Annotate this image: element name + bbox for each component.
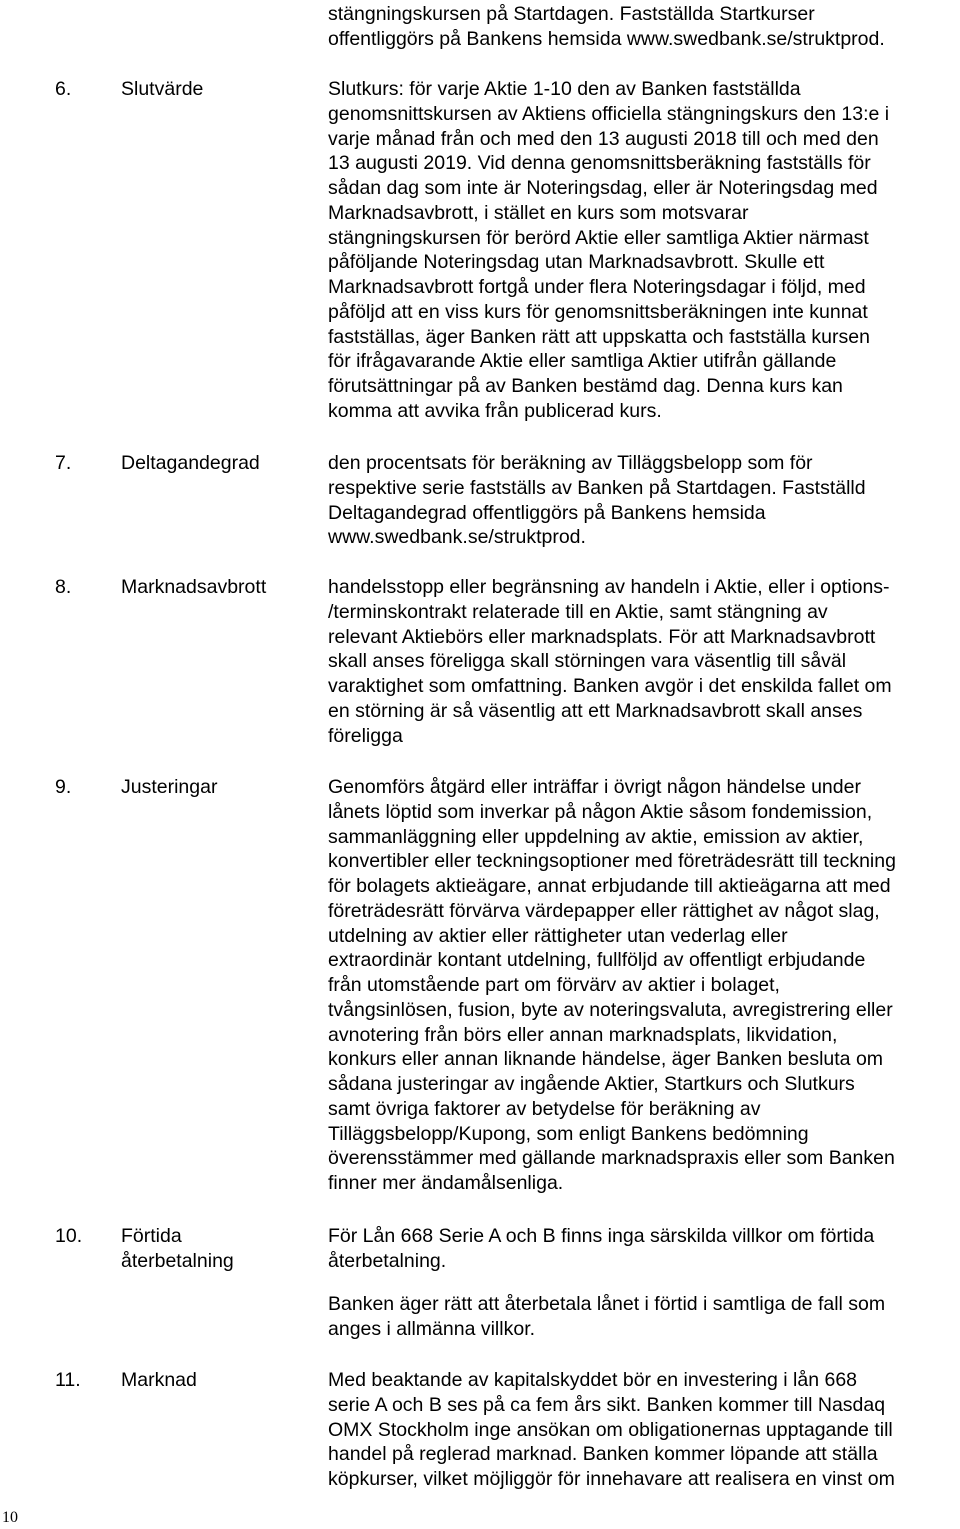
- section-body-paragraph: [328, 77, 956, 424]
- text-line: www.swedbank.se/struktprod.: [328, 526, 586, 549]
- section-term: [121, 775, 321, 800]
- text-line: överensstämmer med gällande marknadspraxis eller som Banken: [328, 1147, 895, 1170]
- section-number: 8.: [55, 576, 72, 598]
- section-number: 7.: [55, 452, 72, 474]
- text-line: Banken äger rätt att återbetala lånet i förtid i samtliga de fall som: [328, 1293, 886, 1315]
- text-line: Marknadsavbrott, i stället en kurs som motsvarar: [328, 201, 749, 224]
- text-line: föreligga: [328, 724, 403, 747]
- term-line: Slutvärde: [121, 78, 204, 100]
- text-line: avnotering från börs eller annan marknadsplats, likvidation,: [328, 1023, 838, 1046]
- text-line: lånets löptid som inverkar på någon Aktie såsom fondemission,: [328, 800, 873, 823]
- term-line: Förtida: [121, 1225, 182, 1247]
- page-number: 10: [2, 1509, 18, 1526]
- text-line: Marknadsavbrott fortgå under flera Noteringsdagar i följd, med: [328, 276, 866, 298]
- section-term: [121, 1368, 321, 1393]
- section-term: [121, 77, 321, 102]
- section-body-paragraph: [328, 1292, 956, 1342]
- text-line: konkurs eller annan liknande händelse, äger Banken besluta om: [328, 1048, 884, 1071]
- section-body-paragraph: [328, 575, 956, 748]
- text-line: genomsnittskursen av Aktiens officiella stängningskurs den 13:e i: [328, 102, 890, 125]
- section-body-paragraph: [328, 1224, 956, 1274]
- text-line: stängningskursen på Startdagen. Fastställda Startkurser: [328, 3, 815, 25]
- section-number: 10.: [55, 1225, 83, 1247]
- text-line: respektive serie fastställs av Banken på Startdagen. Fastställd: [328, 476, 866, 499]
- section-term: [121, 575, 321, 600]
- text-line: från utomstående part om förvärv av aktier i bolaget,: [328, 974, 780, 996]
- text-line: /terminskontrakt relaterade till en Aktie, samt stängning av: [328, 600, 828, 623]
- term-line: Deltagandegrad: [121, 452, 260, 474]
- text-line: varje månad från och med den 13 augusti 2018 till och med den: [328, 127, 879, 150]
- text-line: samt övriga faktorer av betydelse för beräkning av: [328, 1097, 761, 1120]
- text-line: återbetalning.: [328, 1249, 447, 1272]
- term-line: Marknad: [121, 1369, 197, 1391]
- section-number: 11.: [55, 1369, 81, 1391]
- text-line: tvångsinlösen, fusion, byte av noteringsvaluta, avregistrering eller: [328, 998, 893, 1021]
- text-line: Deltagandegrad offentliggörs på Bankens hemsida: [328, 501, 766, 524]
- text-line: utdelning av aktier eller rättigheter utan vederlag eller: [328, 924, 788, 947]
- text-line: offentliggörs på Bankens hemsida www.swedbank.se/struktprod.: [328, 27, 885, 50]
- text-line: sådana justeringar av ingående Aktier, Startkurs och Slutkurs: [328, 1073, 855, 1095]
- text-line: förutsättningar på av Banken bestämd dag. Denna kurs kan: [328, 375, 843, 397]
- term-line: återbetalning: [121, 1249, 234, 1272]
- text-line: konvertibler eller teckningsoptioner med företrädesrätt till teckning: [328, 850, 896, 873]
- text-line: stängningskursen för berörd Aktie eller samtliga Aktier närmast: [328, 226, 869, 249]
- section-term: [121, 451, 321, 476]
- section-body-paragraph: [328, 775, 956, 1196]
- text-line: varaktighet som omfattning. Banken avgör i det enskilda fallet om: [328, 675, 892, 697]
- text-line: anges i allmänna villkor.: [328, 1317, 536, 1340]
- text-line: företrädesrätt förvärva värdepapper eller rättighet av något slag,: [328, 899, 880, 922]
- section-number: 9.: [55, 776, 72, 798]
- text-line: handel på reglerad marknad. Banken kommer löpande att ställa: [328, 1443, 878, 1466]
- text-line: skall anses föreligga skall störningen vara väsentlig till såväl: [328, 650, 847, 673]
- section-body-paragraph: [328, 1368, 956, 1492]
- text-line: för bolagets aktieägare, annat erbjudande till aktieägarna att med: [328, 875, 891, 897]
- text-line: finner mer ändamålsenliga.: [328, 1172, 564, 1194]
- text-line: 13 augusti 2019. Vid denna genomsnittsberäkning fastställs för: [328, 152, 871, 175]
- text-line: relevant Aktiebörs eller marknadsplats. För att Marknadsavbrott: [328, 625, 876, 648]
- text-line: sammanläggning eller uppdelning av aktie, emission av aktier,: [328, 825, 864, 848]
- text-line: köpkurser, vilket möjliggör för innehavare att realisera en vinst om: [328, 1468, 895, 1490]
- text-line: för ifrågavarande Aktie eller samtliga Aktier utifrån gällande: [328, 350, 837, 373]
- text-line: serie A och B ses på ca fem års sikt. Banken kommer till Nasdaq: [328, 1393, 886, 1416]
- section-term: [121, 1224, 321, 1274]
- text-line: en störning är så väsentlig att ett Marknadsavbrott skall anses: [328, 699, 863, 722]
- section-body-paragraph: [328, 451, 956, 550]
- text-line: fastställas, äger Banken rätt att uppskatta och fastställa kursen: [328, 325, 870, 348]
- text-line: påföljande Noteringsdag utan Marknadsavbrott. Skulle ett: [328, 251, 825, 274]
- text-line: påföljd att en viss kurs för genomsnittsberäkningen inte kunnat: [328, 300, 868, 323]
- text-line: handelsstopp eller begränsning av handeln i Aktie, eller i options-: [328, 576, 890, 598]
- section-number: 6.: [55, 78, 72, 100]
- text-line: OMX Stockholm inge ansökan om obligationernas upptagande till: [328, 1418, 893, 1441]
- intro-paragraph: [328, 2, 956, 52]
- text-line: den procentsats för beräkning av Tilläggsbelopp som för: [328, 452, 813, 474]
- text-line: extraordinär kontant utdelning, fullföljd av offentligt erbjudande: [328, 949, 866, 972]
- text-line: För Lån 668 Serie A och B finns inga särskilda villkor om förtida: [328, 1225, 875, 1247]
- term-line: Justeringar: [121, 776, 218, 798]
- text-line: Slutkurs: för varje Aktie 1-10 den av Banken fastställda: [328, 78, 801, 100]
- term-line: Marknadsavbrott: [121, 576, 267, 598]
- text-line: komma att avvika från publicerad kurs.: [328, 399, 662, 422]
- text-line: Tilläggsbelopp/Kupong, som enligt Bankens bedömning: [328, 1122, 809, 1145]
- text-line: sådan dag som inte är Noteringsdag, eller är Noteringsdag med: [328, 177, 878, 199]
- text-line: Med beaktande av kapitalskyddet bör en investering i lån 668: [328, 1369, 858, 1391]
- text-line: Genomförs åtgärd eller inträffar i övrigt någon händelse under: [328, 776, 861, 798]
